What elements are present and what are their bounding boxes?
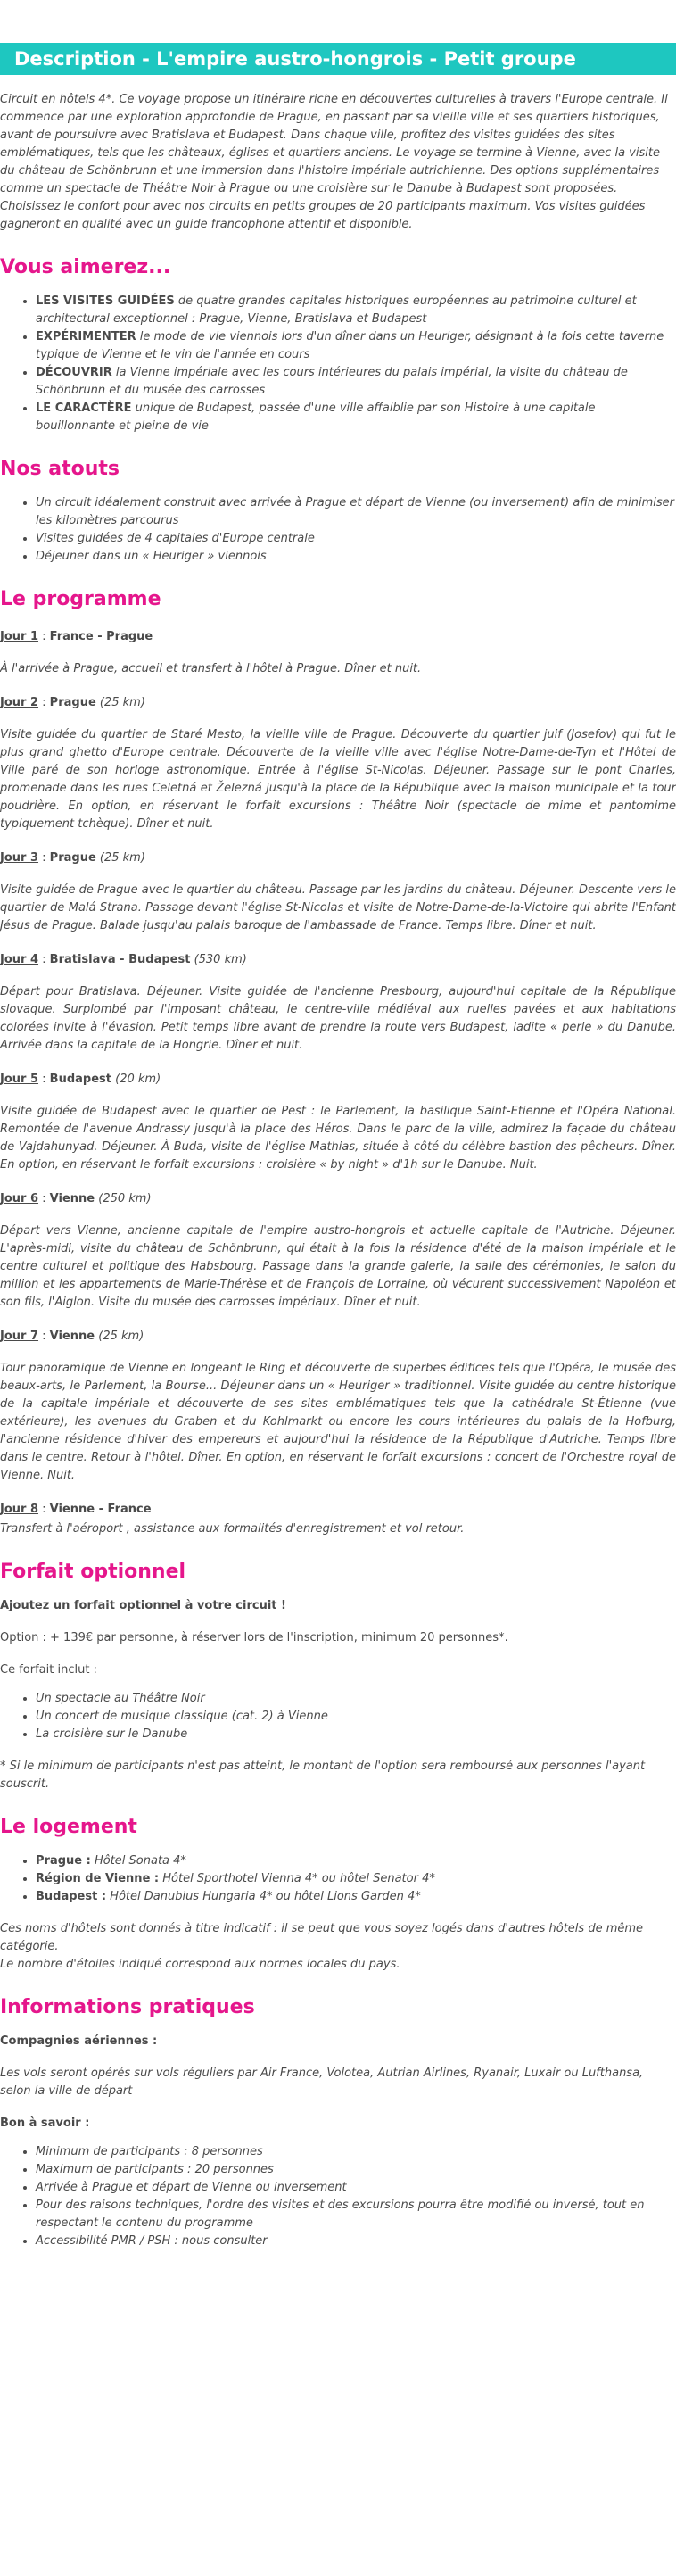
day-block	[0, 1190, 676, 1312]
day-text: À l'arrivée à Prague, accueil et transfert à l'hôtel à Prague. Dîner et nuit.	[0, 662, 422, 675]
section-heading-forfait: Forfait optionnel	[0, 1561, 186, 1583]
day-block	[0, 1501, 676, 1538]
day-label: Jour 6	[0, 1192, 39, 1205]
list-item-text: de quatre grandes capitales historiques européennes au patrimoine culturel et architectural exceptionnel : Prague, Vienne, Bratislava et Budapest	[36, 294, 637, 326]
airlines-label: Compagnies aériennes :	[0, 2034, 158, 2048]
list-item: • Un circuit idéalement construit avec arrivée à Prague et départ de Vienne (ou inversement) afin de minimiser les kilomètres parcourus	[36, 494, 676, 530]
day-title: Jour 5 : Budapest (20 km)	[0, 1073, 161, 1086]
list-item: • Arrivée à Prague et départ de Vienne ou inversement	[36, 2179, 676, 2197]
day-title: Jour 4 : Bratislava - Budapest (530 km)	[0, 953, 247, 966]
day-text: Visite guidée du quartier de Staré Mesto, la vieille ville de Prague. Découverte du quartier juif (Josefov) qui fut le plus grand ghetto d'Europe centrale. Découverte de la vieille ville avec l'église Notre-Dame-de-Tyn et l'Hôtel de Ville paré de son horloge astronomique. Entrée à l'église St-Nicolas. Déjeuner. Passage sur le pont Charles, promenade dans les rues Celetná et Železná jusqu'à la place de la République avec la maison municipale et la tour poudrière. En option, en réservant le forfait excursions : Théâtre Noir (spectacle de mime et pantomime typiquement tchèque). Dîner et nuit.	[0, 728, 676, 831]
forfait-includes-label: Ce forfait inclut :	[0, 1663, 97, 1677]
day-title: Jour 1 : France - Prague	[0, 630, 153, 643]
infos-list	[0, 2143, 676, 2250]
day-label: Jour 5	[0, 1073, 39, 1086]
list-item-text: Hôtel Sonata 4*	[90, 1854, 186, 1868]
day-place: Vienne	[49, 1192, 95, 1205]
logement-note-line: Ces noms d'hôtels sont donnés à titre indicatif : il se peut que vous soyez logés dans d'autres hôtels de même catégorie.	[0, 1922, 644, 1953]
section-heading-programme: Le programme	[0, 588, 161, 610]
aimerez-list	[0, 293, 676, 435]
day-place: Vienne	[49, 1329, 95, 1343]
day-label: Jour 8	[0, 1503, 39, 1516]
day-title: Jour 6 : Vienne (250 km)	[0, 1192, 152, 1205]
list-item: • Visites guidées de 4 capitales d'Europe centrale	[36, 530, 676, 548]
day-place: France - Prague	[49, 630, 153, 643]
list-item-text: Hôtel Sporthotel Vienna 4* ou hôtel Senator 4*	[159, 1872, 435, 1885]
list-item: • La croisière sur le Danube	[36, 1726, 676, 1744]
day-block	[0, 694, 676, 833]
day-text: Tour panoramique de Vienne en longeant le Ring et découverte de superbes édifices tels que l'Opéra, le musée des beaux-arts, le Parlement, la Bourse... Déjeuner dans un « Heuriger » traditionnel. Visite guidée du centre historique de la capitale impériale et découverte de ses sites emblématiques tels que la cathédrale St-Étienne (vue extérieure), les avenues du Graben et du Kohlmarkt ou encore les cours intérieures du palais de la Hofburg, l'ancienne résidence d'hiver des empereurs et aujourd'hui la résidence de la République d'Autriche. Temps libre dans le centre. Retour à l'hôtel. Dîner. En option, en réservant le forfait excursions : concert de l'Orchestre royal de Vienne. Nuit.	[0, 1362, 676, 1482]
list-item: • Un spectacle au Théâtre Noir	[36, 1690, 676, 1708]
day-title: Jour 8 : Vienne - France	[0, 1503, 152, 1516]
intro	[0, 91, 676, 234]
day-label: Jour 3	[0, 851, 39, 865]
list-item-text: unique de Budapest, passée d'une ville affaiblie par son Histoire à une capitale bouillonnante et pleine de vie	[36, 402, 596, 433]
list-item	[36, 328, 676, 364]
list-item: • Pour des raisons techniques, l'ordre des visites et des excursions pourra être modifié ou inversé, tout en respectant le contenu du programme	[36, 2197, 676, 2232]
list-item-bold: EXPÉRIMENTER	[36, 330, 136, 344]
list-item	[36, 364, 676, 400]
day-text: Départ vers Vienne, ancienne capitale de l'empire austro-hongrois et actuelle capitale de l'Autriche. Déjeuner. L'après-midi, visite du château de Schönbrunn, qui était à la fois la résidence d'été de la maison impériale et le centre culturel et politique des Habsbourg. Passage dans la grande galerie, la salle des cérémonies, le salon du million et les appartements de Marie-Thérèse et de François de Lorraine, où vécurent successivement Napoléon et son fils, l'Aiglon. Visite du musée des carrosses impériaux. Dîner et nuit.	[0, 1224, 676, 1309]
day-title: Jour 3 : Prague (25 km)	[0, 851, 145, 865]
list-item	[36, 400, 676, 435]
day-distance: (20 km)	[115, 1073, 161, 1086]
day-label: Jour 1	[0, 630, 39, 643]
forfait-subtitle: Ajoutez un forfait optionnel à votre circuit !	[0, 1599, 286, 1612]
logement-list	[0, 1852, 676, 1906]
list-item-text: la Vienne impériale avec les cours intérieures du palais impérial, la visite du château de Schönbrunn et du musée des carrosses	[36, 366, 628, 397]
list-item-bold: LES VISITES GUIDÉES	[36, 294, 175, 308]
list-item: • Accessibilité PMR / PSH : nous consulter	[36, 2232, 676, 2250]
list-item-bold: Région de Vienne :	[36, 1872, 160, 1885]
day-distance: (25 km)	[99, 696, 145, 709]
list-item-bold: LE CARACTÈRE	[36, 402, 132, 415]
list-item	[36, 1888, 676, 1906]
day-block	[0, 849, 676, 935]
day-text: Départ pour Bratislava. Déjeuner. Visite guidée de l'ancienne Presbourg, aujourd'hui capitale de la République slovaque. Surplombé par l'imposant château, le centre-ville médiéval aux ruelles pavées et aux habitations colorées invite à l'évasion. Petit temps libre avant de prendre la route vers Budapest, ladite « perle » du Danube. Arrivée dans la capitale de la Hongrie. Dîner et nuit.	[0, 985, 676, 1052]
day-label: Jour 7	[0, 1329, 39, 1343]
day-block	[0, 951, 676, 1055]
day-place: Vienne - France	[49, 1503, 152, 1516]
list-item-text: le mode de vie viennois lors d'un dîner dans un Heuriger, désignant à la fois cette taverne typique de Vienne et le vin de l'année en cours	[36, 330, 664, 361]
section-heading-atouts: Nos atouts	[0, 458, 120, 480]
day-title: Jour 2 : Prague (25 km)	[0, 696, 145, 709]
day-text: Transfert à l'aéroport , assistance aux formalités d'enregistrement et vol retour.	[0, 1522, 465, 1536]
intro-paragraph: Choisissez le confort pour avec nos circuits en petits groupes de 20 participants maximum. Vos visites guidées gagneront en qualité avec un guide francophone attentif et disponible.	[0, 200, 646, 231]
forfait-note: * Si le minimum de participants n'est pas atteint, le montant de l'option sera remboursé aux personnes l'ayant souscrit.	[0, 1760, 646, 1791]
list-item-bold: DÉCOUVRIR	[36, 366, 112, 379]
day-block	[0, 628, 676, 678]
list-item	[36, 1870, 676, 1888]
list-item-bold: Prague :	[36, 1854, 91, 1868]
day-distance: (25 km)	[98, 1329, 144, 1343]
list-item: • Maximum de participants : 20 personnes	[36, 2161, 676, 2179]
forfait-list	[0, 1690, 676, 1744]
intro-paragraph: Circuit en hôtels 4*. Ce voyage propose un itinéraire riche en découvertes culturelles à travers l'Europe centrale. Il commence par une exploration approfondie de Prague, en passant par sa vieille ville et ses quartiers historiques, avant de poursuivre avec Bratislava et Budapest. Dans chaque ville, profitez des visites guidées des sites emblématiques, tels que les châteaux, églises et quartiers anciens. Le voyage se termine à Vienne, avec la visite du château de Schönbrunn et une immersion dans l'histoire impériale autrichienne. Des options supplémentaires comme un spectacle de Théâtre Noir à Prague ou une croisière sur le Danube à Budapest sont proposées.	[0, 93, 668, 195]
day-label: Jour 2	[0, 696, 39, 709]
bon-a-savoir-label: Bon à savoir :	[0, 2116, 90, 2130]
airlines-text: Les vols seront opérés sur vols réguliers par Air France, Volotea, Autrian Airlines, Ryanair, Luxair ou Lufthansa, selon la ville de départ	[0, 2067, 644, 2098]
day-place: Prague	[49, 696, 96, 709]
day-block	[0, 1328, 676, 1485]
day-distance: (530 km)	[194, 953, 247, 966]
section-heading-infos: Informations pratiques	[0, 1996, 255, 2018]
day-label: Jour 4	[0, 953, 39, 966]
list-item	[36, 293, 676, 328]
list-item	[36, 1852, 676, 1870]
day-text: Visite guidée de Budapest avec le quartier de Pest : le Parlement, la basilique Saint-Etienne et l'Opéra National. Remontée de l'avenue Andrassy jusqu'à la place des Héros. Dans le parc de la ville, admirez la façade du château de Vajdahunyad. Déjeuner. À Buda, visite de l'église Mathias, située à côté du célèbre bastion des pêcheurs. Dîner. En option, en réservant le forfait excursions : croisière « by night » d'1h sur le Danube. Nuit.	[0, 1105, 676, 1172]
day-place: Budapest	[49, 1073, 111, 1086]
forfait-option: Option : + 139€ par personne, à réserver lors de l'inscription, minimum 20 personnes*.	[0, 1631, 508, 1644]
section-heading-aimerez: Vous aimerez...	[0, 256, 171, 278]
day-place: Prague	[49, 851, 96, 865]
list-item: • Minimum de participants : 8 personnes	[36, 2143, 676, 2161]
page	[0, 43, 676, 2250]
list-item-bold: Budapest :	[36, 1890, 107, 1903]
logement-note	[0, 1920, 676, 1974]
day-distance: (25 km)	[99, 851, 145, 865]
day-distance: (250 km)	[98, 1192, 152, 1205]
logement-note-line: Le nombre d'étoiles indiqué correspond aux normes locales du pays.	[0, 1958, 400, 1971]
day-title: Jour 7 : Vienne (25 km)	[0, 1329, 144, 1343]
section-heading-logement: Le logement	[0, 1816, 137, 1838]
list-item: • Un concert de musique classique (cat. 2) à Vienne	[36, 1708, 676, 1726]
day-text: Visite guidée de Prague avec le quartier du château. Passage par les jardins du château. Déjeuner. Descente vers le quartier de Malá Strana. Passage devant l'église St-Nicolas et visite de Notre-Dame-de-la-Victoire qui abrite l'Enfant Jésus de Prague. Balade jusqu'au palais baroque de l'ambassade de France. Temps libre. Dîner et nuit.	[0, 883, 676, 932]
atouts-list	[0, 494, 676, 566]
day-block	[0, 1071, 676, 1174]
page-title-banner: Description - L'empire austro-hongrois - Petit groupe	[0, 43, 676, 75]
list-item: • Déjeuner dans un « Heuriger » viennois	[36, 548, 676, 566]
list-item-text: Hôtel Danubius Hungaria 4* ou hôtel Lions Garden 4*	[106, 1890, 421, 1903]
day-place: Bratislava - Budapest	[49, 953, 191, 966]
